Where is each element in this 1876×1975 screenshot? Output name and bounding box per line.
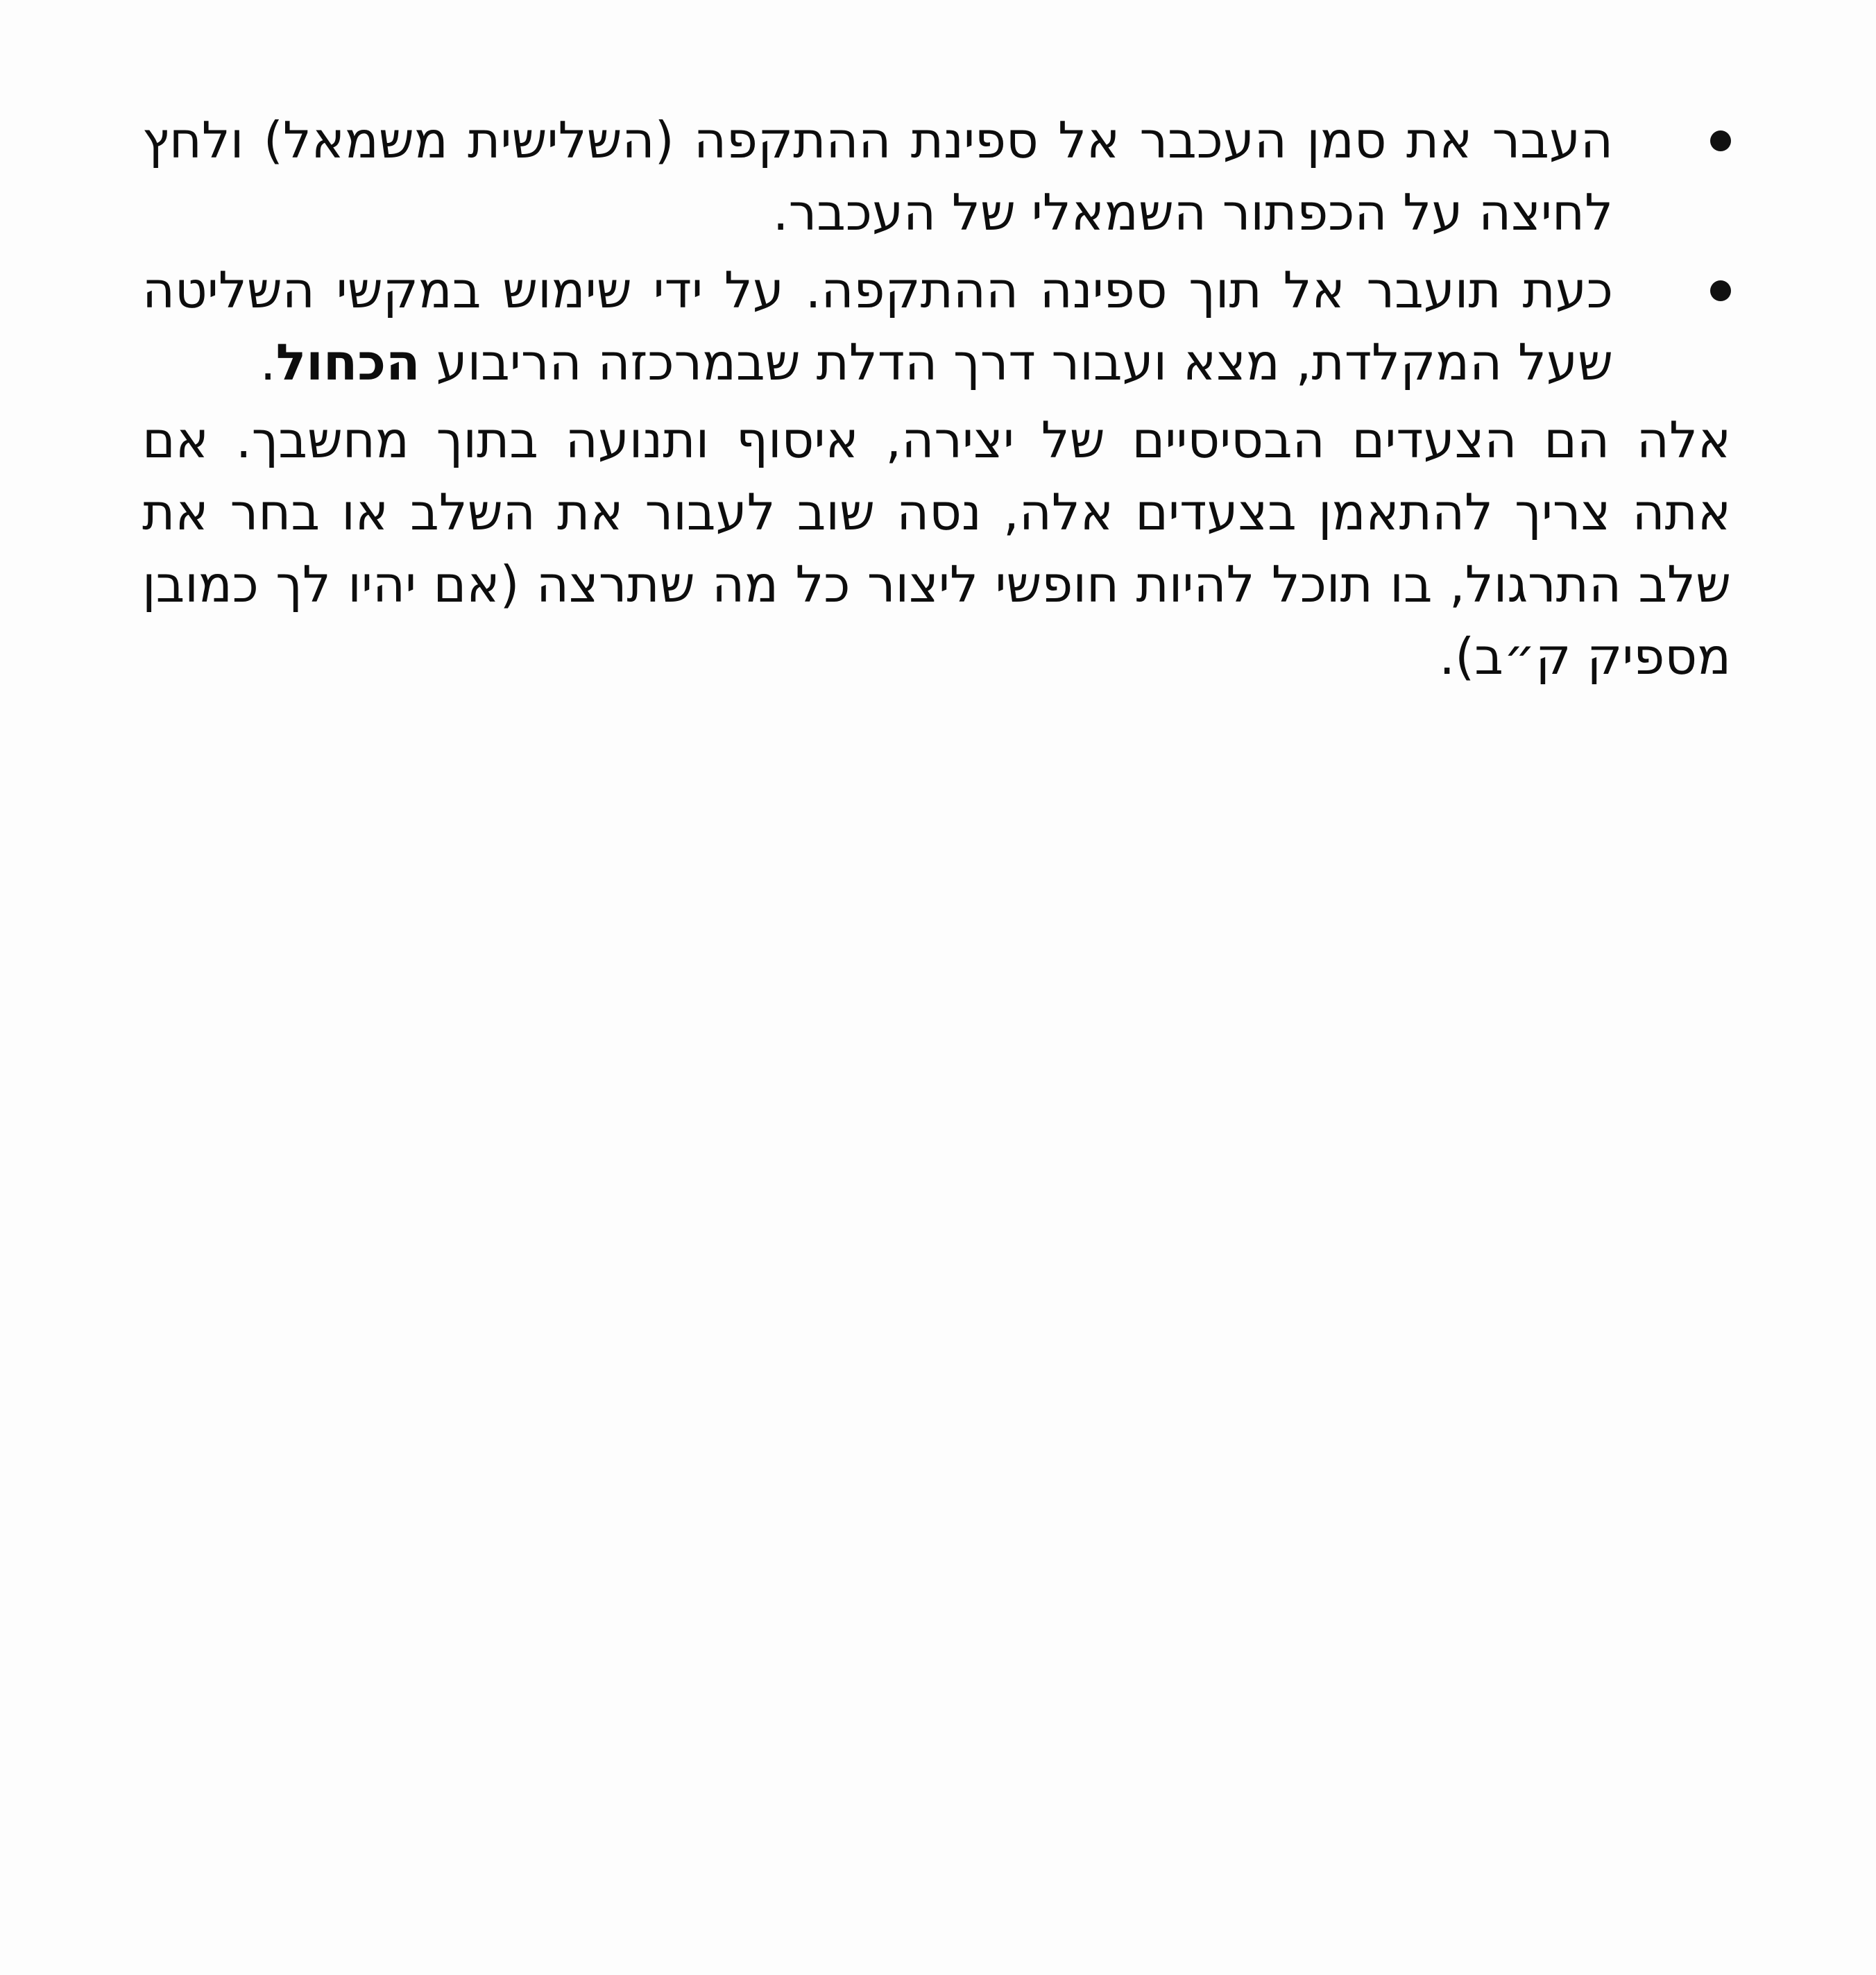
instruction-item-1 bbox=[142, 104, 1731, 248]
instruction-list bbox=[142, 104, 1731, 398]
summary-paragraph: אלה הם הצעדים הבסיסיים של יצירה, איסוף ותנועה בתוך מחשבך. אם אתה צריך להתאמן בצעדים אלה, נסה שוב לעבור את השלב או בחר את שלב התרגול, בו תוכל להיות חופשי ליצור כל מה שתרצה (אם יהיו לך כמובן מספיק ק״ב). bbox=[142, 411, 1731, 686]
instruction-text-1: העבר את סמן העכבר אל ספינת ההתקפה (השלישית משמאל) ולחץ לחיצה על הכפתור השמאלי של העכבר. bbox=[142, 111, 1613, 241]
bullet-icon bbox=[1710, 280, 1731, 301]
bullet-icon bbox=[1710, 130, 1731, 151]
instruction-item-2 bbox=[142, 254, 1731, 398]
instruction-text-2: כעת תועבר אל תוך ספינה ההתקפה. על ידי שימוש במקשי השליטה שעל המקלדת, מצא ועבור דרך הדלת שבמרכזה הריבוע bbox=[142, 261, 1613, 391]
instructions-text-block bbox=[142, 104, 1731, 693]
instruction-emphasis: הכחול bbox=[275, 333, 420, 391]
instruction-text-2-end: . bbox=[259, 333, 276, 391]
